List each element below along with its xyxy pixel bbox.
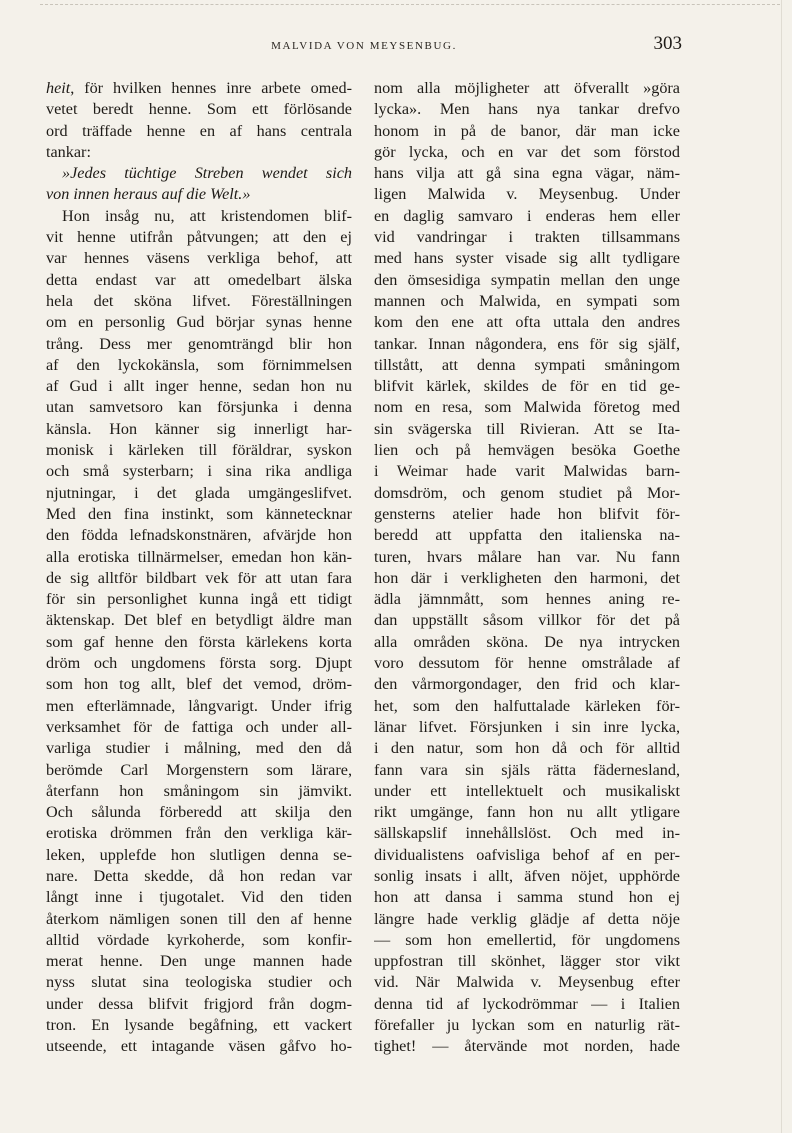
text-line: tillstått, att denna sympati småningom (374, 355, 680, 374)
text-line: sin svägerska till Rivieran. Att se Ita- (374, 419, 680, 438)
text-line: turen, hvars målare han var. Nu fann (374, 547, 680, 566)
text-line: gör lycka, och en var det som förstod (374, 142, 680, 161)
text-line: merat henne. Den unge mannen hade (46, 952, 352, 971)
text-line: alltid vördade kyrkoherde, som konfir- (46, 930, 352, 949)
text-line: nare. Detta skedde, då hon redan var (46, 866, 352, 885)
text-line: denna tid af lyckodrömmar — i Italien (374, 994, 680, 1013)
text-line: het, som den halfuttalade kärleken för- (374, 696, 680, 715)
text-line: lycka». Men hans nya tankar drefvo (374, 100, 680, 119)
text-line: sonlig insats i allt, äfven nöjet, upphörde (374, 866, 680, 885)
text-line: känsla. Hon känner sig innerligt har- (46, 419, 352, 438)
text-line: utan samvetsoro kan försjunka i denna (46, 398, 352, 417)
text-line: en daglig samvaro i enderas hem eller (374, 206, 680, 225)
text-line: voro dessutom för henne omstrålade af (374, 654, 680, 673)
text-line: den vårmorgondager, den frid och klar- (374, 675, 680, 694)
text-line: äktenskap. Det blef en betydligt äldre man (46, 611, 352, 630)
text-line: nom alla möjligheter att öfverallt »göra (374, 79, 680, 97)
text-line: tankar: (46, 142, 91, 161)
text-line: som gaf henne den första kärlekens korta (46, 632, 352, 651)
text-line: vetet beredt henne. Som ett förlösande (46, 100, 352, 119)
text-line: tankar. Innan någondera, ens för sig själf, (374, 334, 680, 353)
text-line: ord träffade henne en af hans centrala (46, 121, 352, 140)
text-line: heit, för hvilken hennes inre arbete omed- (46, 79, 352, 97)
text-line: den födda lefnadskonstnären, afvärjde hon (46, 526, 352, 545)
text-line: varliga studier i målning, med den då (46, 739, 352, 758)
text-line: »Jedes tüchtige Streben wendet sich (62, 164, 352, 183)
right-text-column (374, 78, 680, 1058)
left-text-column (46, 78, 352, 1058)
text-line: ligen Malwida v. Meysenbug. Under (374, 185, 680, 204)
text-line: men efterlämnade, långvarigt. Under ifrig (46, 696, 352, 715)
text-line: af den lyckokänsla, som förnimmelsen (46, 355, 352, 374)
text-line: — som hon emellertid, för ungdomens (374, 930, 680, 949)
text-line: tron. En lysande begåfning, ett vackert (46, 1016, 352, 1035)
text-line: af Gud i allt inger henne, sedan hon nu (46, 377, 352, 396)
text-line: Med den fina instinkt, som kännetecknar (46, 504, 352, 523)
text-line: återkom nämligen sonen till den af henne (46, 909, 352, 928)
text-line: vid. När Malwida v. Meysenbug efter (374, 973, 680, 992)
text-line: i den natur, som hon då och för alltid (374, 739, 680, 758)
text-line: mannen och Malwida, en sympati som (374, 291, 680, 310)
text-line: kom den ene att ofta uttala den andres (374, 313, 680, 332)
text-line: förefaller ju lyckan som en naturlig rät- (374, 1016, 680, 1035)
text-line: trång. Dess mer genomträngd blir hon (46, 334, 352, 353)
text-line: under dessa blifvit frigjord från dogm- (46, 994, 352, 1013)
text-line: monisk i kärleken till föräldrar, syskon (46, 441, 352, 460)
text-line: hans vilja att gå sina egna vägar, näm- (374, 164, 680, 183)
page-number: 303 (653, 33, 682, 54)
text-line: Hon insåg nu, att kristendomen blif- (62, 206, 352, 225)
text-line: återfann hon småningom sin jämvikt. (46, 781, 352, 800)
text-line: sällskapslif innehållslöst. Och med in- (374, 824, 680, 843)
text-line: tighet! — återvände mot norden, hade (374, 1037, 680, 1056)
text-line: dan uppställt såsom villkor för det på (374, 611, 680, 630)
text-line: de sig alltför bildbart vek för att utan fara (46, 568, 352, 587)
text-line: verksamhet för de fattiga och under all- (46, 717, 352, 736)
text-line: uppfostran till skönhet, lägger stor vikt (374, 952, 680, 971)
text-line: den ömsesidiga sympatin mellan den unge (374, 270, 680, 289)
text-line: om en personlig Gud börjar synas henne (46, 313, 352, 332)
top-edge-line (40, 4, 780, 5)
text-line: vit henne utifrån påtvungen; att den ej (46, 228, 352, 247)
text-line: ädla jämnmått, som hennes aning re- (374, 590, 680, 609)
text-line: hela det sköna lifvet. Föreställningen (46, 291, 352, 310)
text-line: för sin personlighet kunna ingå ett tidigt (46, 590, 352, 609)
text-line: länar lifvet. Försjunken i sin inre lycka, (374, 717, 680, 736)
right-edge-line (781, 0, 782, 1133)
text-line: nyss slutat sina teologiska studier och (46, 973, 352, 992)
text-line: leken, upplefde hon slutligen denna se- (46, 845, 352, 864)
text-line: alla områden sköna. De nya intrycken (374, 632, 680, 651)
text-line: domsdröm, och genom studiet på Mor- (374, 483, 680, 502)
text-line: som hon tog allt, blef det vemod, dröm- (46, 675, 352, 694)
text-line: hon att dansa i samma stund hon ej (374, 888, 680, 907)
text-line: i Weimar hade varit Malwidas barn- (374, 462, 680, 481)
text-line: med hans syster visade sig allt tydligare (374, 249, 680, 268)
text-line: lien och på hemvägen besöka Goethe (374, 441, 680, 460)
text-line: honom in på de banor, där man icke (374, 121, 680, 140)
text-line: längre hade verklig glädje af detta nöje (374, 909, 680, 928)
text-line: under ett intellektuelt och musikaliskt (374, 781, 680, 800)
text-line: dröm och ungdomens första sorg. Djupt (46, 654, 352, 673)
page-header (46, 32, 682, 62)
text-line: utseende, ett intagande väsen gåfvo ho- (46, 1037, 352, 1056)
text-line: rikt umgänge, fann hon nu allt ytligare (374, 803, 680, 822)
text-line: njutningar, i det glada umgängeslifvet. (46, 483, 352, 502)
text-line: hon där i verkligheten den harmoni, det (374, 568, 680, 587)
text-line: detta endast var att omedelbart älska (46, 270, 352, 289)
text-line: vid vandringar i trakten tillsammans (374, 228, 680, 247)
text-line: dividualistens oafvisliga behof af en per- (374, 845, 680, 864)
text-line: Och sålunda förberedd att skilja den (46, 803, 352, 822)
running-title: MALVIDA VON MEYSENBUG. (271, 40, 457, 52)
text-line: gensterns atelier hade hon blifvit för- (374, 504, 680, 523)
text-line: berömde Carl Morgenstern som lärare, (46, 760, 352, 779)
text-line: alla erotiska tillnärmelser, emedan hon kän- (46, 547, 352, 566)
text-line: var hennes väsens verkliga behof, att (46, 249, 352, 268)
text-line: nom en resa, som Malwida företog med (374, 398, 680, 417)
text-line: erotiska drömmen från den verkliga kär- (46, 824, 352, 843)
text-line: och små systerbarn; i sina rika andliga (46, 462, 352, 481)
text-line: von innen heraus auf die Welt.» (46, 185, 251, 204)
text-line: blifvit kärlek, skildes de för en tid ge- (374, 377, 680, 396)
text-line: långt inne i tjugotalet. Vid den tiden (46, 888, 352, 907)
text-line: beredd att uppfatta den italienska na- (374, 526, 680, 545)
text-line: fann vara sin själs rätta fädernesland, (374, 760, 680, 779)
